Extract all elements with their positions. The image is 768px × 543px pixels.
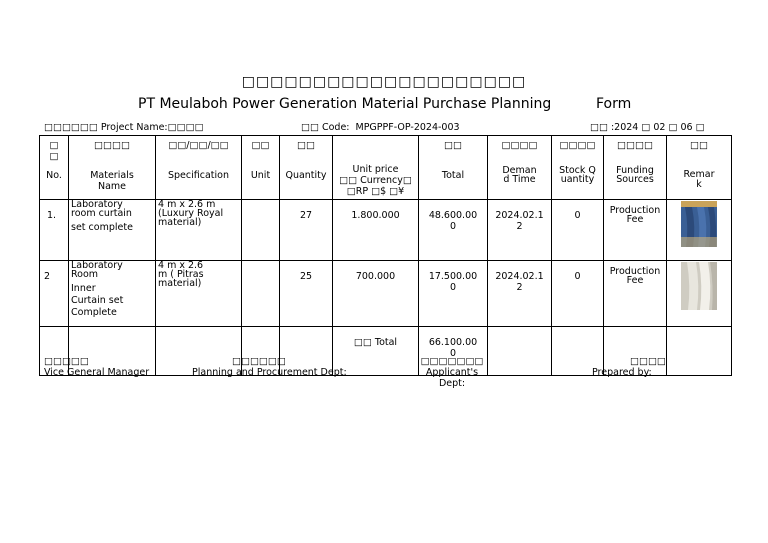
row-material-name: Laboratory Room Inner Curtain set Complete	[69, 261, 156, 327]
code-label: □□ Code:	[301, 122, 350, 133]
col-quantity: □□ Quantity	[280, 136, 333, 200]
row-remark	[667, 200, 732, 261]
signature-prepared-by: □□□□ Prepared by:	[592, 356, 666, 378]
row-quantity: 27	[280, 200, 333, 261]
row-funding-source: Production Fee	[604, 200, 667, 261]
purchase-table	[39, 135, 732, 376]
project-name	[44, 122, 204, 133]
table-header-row	[40, 136, 732, 200]
project-value: □□□□	[167, 122, 204, 133]
form-date: □□ :2024 □ 02 □ 06 □	[590, 122, 705, 133]
row-quantity: 25	[280, 261, 333, 327]
col-total: □□ Total	[419, 136, 488, 200]
row-no: 1.	[40, 200, 69, 261]
row-total: 48.600.000	[419, 200, 488, 261]
row-stock-quantity: 0	[552, 200, 604, 261]
row-specification: 4 m x 2.6 m ( Pitras material)	[156, 261, 242, 327]
col-remark: □□ Remark	[667, 136, 732, 200]
row-stock-quantity: 0	[552, 261, 604, 327]
title-english: PT Meulaboh Power Generation Material Purchase Planning	[138, 96, 552, 112]
row-no: 2	[40, 261, 69, 327]
col-unit: □□ Unit	[242, 136, 280, 200]
title-chinese: □□□□□□□□□□□□□□□□□□□□	[241, 74, 527, 90]
table-row	[40, 200, 732, 261]
col-no: □□ No.	[40, 136, 69, 200]
code	[301, 122, 460, 133]
col-stock-quantity: □□□□ Stock Quantity	[552, 136, 604, 200]
row-demand-time: 2024.02.12	[488, 261, 552, 327]
row-total: 17.500.000	[419, 261, 488, 327]
row-remark	[667, 261, 732, 327]
row-material-name: Laboratory room curtain set complete	[69, 200, 156, 261]
project-label: □□□□□□ Project Name:	[44, 122, 168, 133]
row-specification: 4 m x 2.6 m (Luxury Royal material)	[156, 200, 242, 261]
row-unit	[242, 261, 280, 327]
col-funding-sources: □□□□ Funding Sources	[604, 136, 667, 200]
signature-applicant-dept: □□□□□□□ Applicant's Dept:	[420, 356, 484, 389]
row-funding-source: Production Fee	[604, 261, 667, 327]
white-curtain-photo-icon	[681, 262, 717, 310]
total-label: □□ Total	[333, 327, 419, 376]
blue-curtain-photo-icon	[681, 201, 717, 247]
col-materials-name: □□□□ Materials Name	[69, 136, 156, 200]
title-form: Form	[596, 96, 632, 112]
table-row	[40, 261, 732, 327]
col-specification: □□/□□/□□ Specification	[156, 136, 242, 200]
signature-vice-gm: □□□□□ Vice General Manager	[44, 356, 150, 378]
col-unit-price: Unit price □□ Currency□ □RP □$ □¥	[333, 136, 419, 200]
row-unit-price: 1.800.000	[333, 200, 419, 261]
total-value: 66.100.000	[419, 327, 488, 376]
row-demand-time: 2024.02.12	[488, 200, 552, 261]
row-unit-price: 700.000	[333, 261, 419, 327]
row-unit	[242, 200, 280, 261]
col-demand-time: □□□□ Demand Time	[488, 136, 552, 200]
signature-planning-dept: □□□□□□ Planning and Procurement Dept:	[192, 356, 347, 378]
code-value: MPGPPF-OP-2024-003	[355, 122, 460, 133]
